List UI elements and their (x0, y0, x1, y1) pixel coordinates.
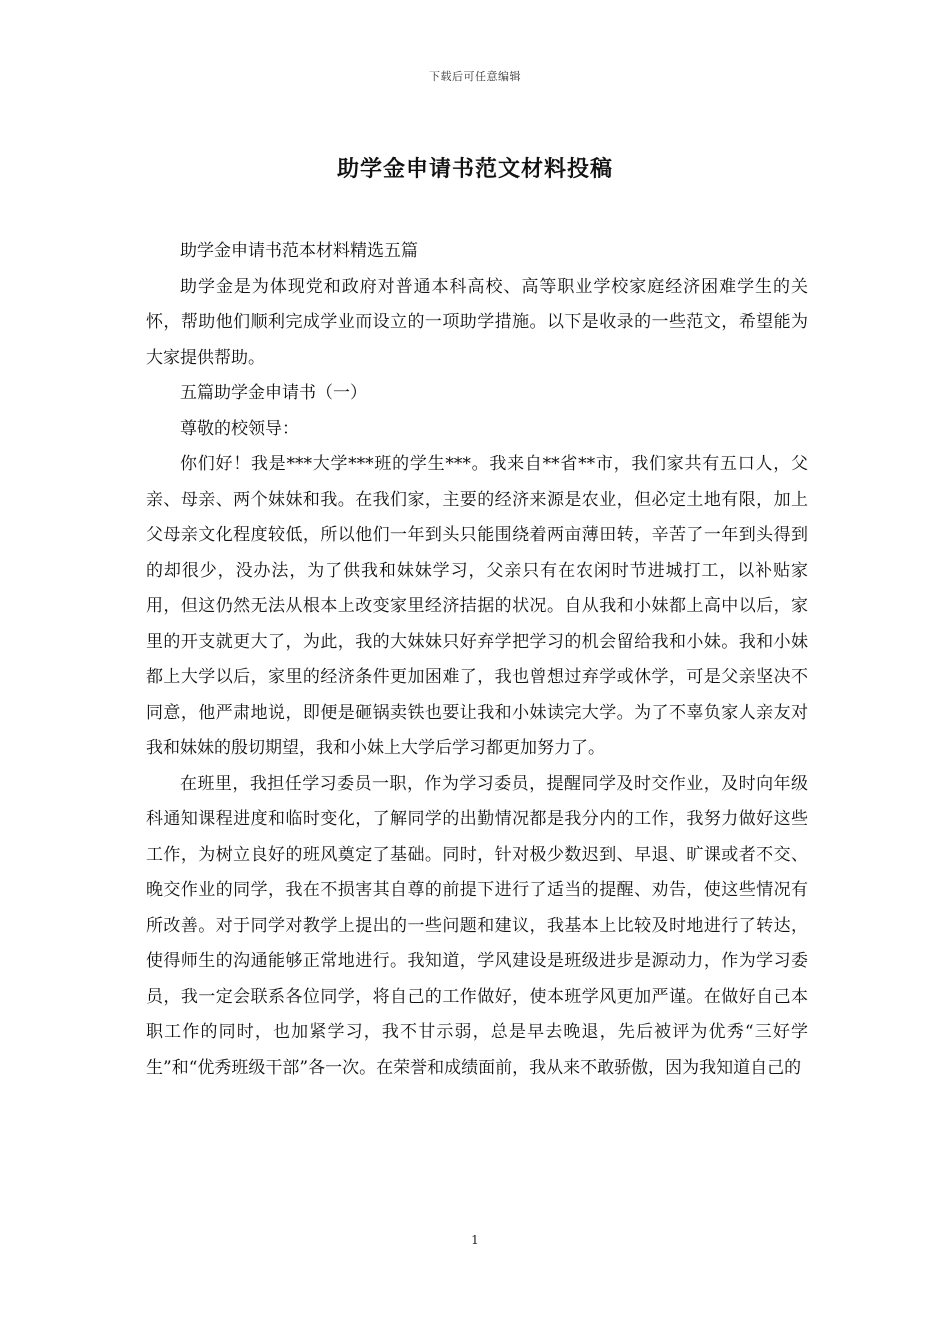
paragraph-subtitle: 助学金申请书范本材料精选五篇 (180, 241, 418, 261)
document-title: 助学金申请书范文材料投稿 (336, 156, 613, 182)
page-header: 下载后可任意编辑 (429, 70, 521, 83)
paragraph-family-background: 你们好！我是***大学***班的学生***。我来自**省**市，我们家共有五口人，父亲、母亲、两个妹妹和我。在我们家，主要的经济来源是农业，但必定土地有限，加上父母亲文化程度较低，所以他们一年到头只能围绕着两亩薄田转，辛苦了一年到头得到的却很少，没办法，为了供我和妹妹学习，父亲只有在农闲时节进城打工，以补贴家用，但这仍然无法从根本上改变家里经济拮据的状况。自从我和小妹都上高中以后，家里的开支就更大了，为此，我的大妹妹只好弃学把学习的机会留给我和小妹。我和小妹都上大学以后，家里的经济条件更加困难了，我也曾想过弃学或休学，可是父亲坚决不同意，他严肃地说，即便是砸锅卖铁也要让我和小妹读完大学。为了不辜负家人亲友对我和妹妹的殷切期望，我和小妹上大学后学习都更加努力了。 (146, 454, 808, 758)
paragraph-intro: 助学金是为体现党和政府对普通本科高校、高等职业学校家庭经济困难学生的关怀，帮助他们顺利完成学业而设立的一项助学措施。以下是收录的一些范文，希望能为大家提供帮助。 (146, 276, 808, 368)
paragraph-section-heading: 五篇助学金申请书（一） (180, 383, 367, 403)
page-number: 1 (471, 1233, 479, 1247)
paragraph-class-duties: 在班里，我担任学习委员一职，作为学习委员，提醒同学及时交作业，及时向年级科通知课程进度和临时变化，了解同学的出勤情况都是我分内的工作，我努力做好这些工作，为树立良好的班风奠定了基础。同时，针对极少数迟到、早退、旷课或者不交、晚交作业的同学，我在不损害其自尊的前提下进行了适当的提醒、劝告，使这些情况有所改善。对于同学对教学上提出的一些问题和建议，我基本上比较及时地进行了转达，使得师生的沟通能够正常地进行。我知道，学风建设是班级进步是源动力，作为学习委员，我一定会联系各位同学，将自己的工作做好，使本班学风更加严谨。在做好自己本职工作的同时，也加紧学习，我不甘示弱，总是早去晚退，先后被评为优秀“三好学生”和“优秀班级干部”各一次。在荣誉和成绩面前，我从来不敢骄傲，因为我知道自己的 (146, 773, 808, 1078)
paragraph-salutation: 尊敬的校领导： (180, 418, 299, 439)
document-body (146, 234, 808, 1086)
